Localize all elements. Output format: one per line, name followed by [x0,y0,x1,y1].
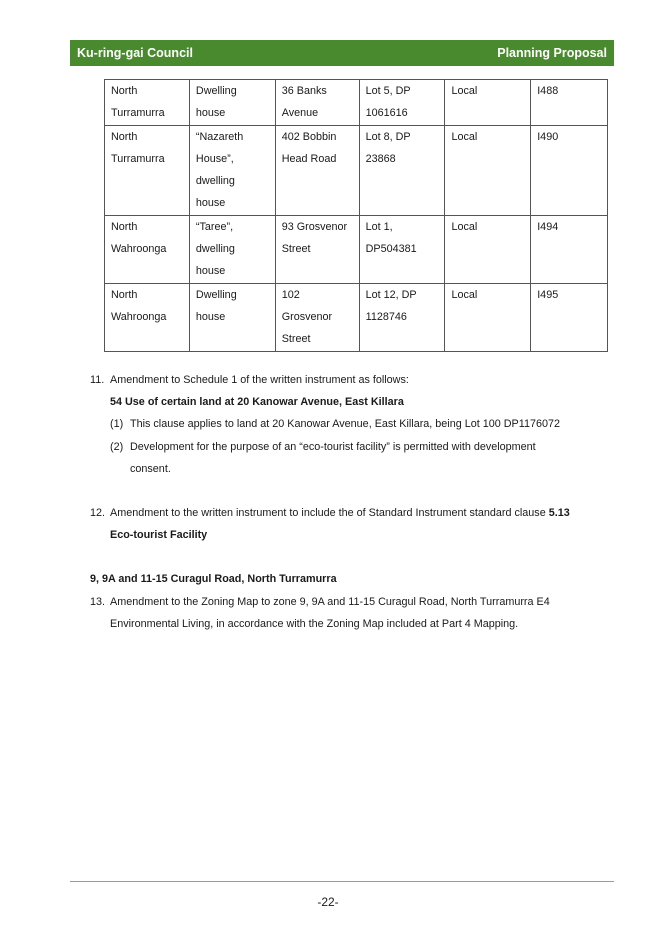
table-cell-address [275,215,359,283]
cell-line: 93 Grosvenor [281,220,348,233]
table-row [105,215,608,283]
cell-line: Wahroonga [111,310,167,323]
cell-line: North [111,220,138,233]
table-cell-significance [445,125,531,215]
table-cell-address [275,80,359,126]
table-cell-property [359,125,445,215]
item-12-number: 12. [90,507,106,519]
header-council-name: Ku-ring-gai Council [77,46,193,60]
table-cell-suburb [105,80,190,126]
item-11-subclause-1-number: (1) [110,418,124,430]
cell-line: 102 [281,288,300,301]
page-number: -22- [317,895,339,909]
cell-line: Local [451,288,478,301]
cell-line: Turramurra [111,107,165,120]
item-11-subclause-2-text: Development for the purpose of an “eco-tourist facility” is permitted with development [130,441,536,453]
cell-line: dwelling [195,175,235,188]
cell-line: Local [451,220,478,233]
cell-line: Avenue [281,107,319,120]
item-11-clause-heading: 54 Use of certain land at 20 Kanowar Avenue, East Killara [110,396,404,408]
table-cell-address [275,283,359,351]
table-cell-property [359,80,445,126]
cell-line: Head Road [281,152,337,165]
cell-line: North [111,85,138,97]
cell-line: I490 [537,130,559,143]
table-cell-number [531,125,608,215]
cell-line: Lot 5, DP [365,85,411,97]
cell-line: I494 [537,220,559,233]
table-cell-item [189,125,275,215]
item-12-clause-number: 5.13 [548,507,570,519]
cell-line: DP504381 [365,243,417,256]
section-heading: 9, 9A and 11-15 Curagul Road, North Turramurra [90,573,337,585]
cell-line: house [195,310,226,323]
item-11-subclause-1-text: This clause applies to land at 20 Kanowar Avenue, East Killara, being Lot 100 DP1176072 [130,418,560,430]
footer-divider [70,881,614,882]
heritage-items-table [104,79,608,352]
item-11-subclause-2-text-cont: consent. [130,463,171,475]
item-13-number: 13. [90,596,106,608]
cell-line: North [111,288,138,301]
item-12-text-main: Amendment to the written instrument to include the of Standard Instrument standard clause [110,507,549,519]
cell-line: I488 [537,85,559,97]
cell-line: 36 Banks [281,85,327,97]
cell-line: “Nazareth [195,130,244,143]
header-document-title: Planning Proposal [497,46,607,60]
table-cell-suburb [105,283,190,351]
item-12-text [110,502,570,524]
table-cell-item [189,215,275,283]
table-cell-significance [445,80,531,126]
cell-line: Lot 1, [365,220,393,233]
cell-line: I495 [537,288,559,301]
cell-line: 1128746 [365,310,407,323]
table-cell-address [275,125,359,215]
table-cell-number [531,283,608,351]
cell-line: house [195,107,226,120]
table-cell-item [189,80,275,126]
item-12-clause-name: Eco-tourist Facility [110,529,208,541]
table-cell-significance [445,283,531,351]
table-row [105,283,608,351]
table-cell-number [531,215,608,283]
page-header [70,40,614,66]
cell-line: Turramurra [111,152,165,165]
table-cell-suburb [105,215,190,283]
cell-line: Grosvenor [281,310,333,323]
cell-line: Wahroonga [111,243,167,256]
cell-line: 1061616 [365,107,408,120]
cell-line: House”, [195,152,234,165]
cell-line: Local [451,130,478,143]
table-cell-number [531,80,608,126]
cell-line: Lot 12, DP [365,288,417,301]
cell-line: 402 Bobbin [281,130,337,143]
table-cell-property [359,215,445,283]
item-11-subclause-2-number: (2) [110,441,124,453]
item-11-text: Amendment to Schedule 1 of the written instrument as follows: [110,374,409,386]
cell-line: Street [281,333,311,346]
table-cell-item [189,283,275,351]
cell-line: house [195,265,226,278]
table-cell-property [359,283,445,351]
table-cell-significance [445,215,531,283]
cell-line: dwelling [195,243,235,256]
cell-line: Street [281,243,311,256]
cell-line: Local [451,85,478,97]
cell-line: Dwelling [195,85,237,97]
item-11-number: 11. [90,374,105,386]
table-row [105,80,608,126]
cell-line: Lot 8, DP [365,130,411,143]
table-cell-suburb [105,125,190,215]
cell-line: 23868 [365,152,396,165]
cell-line: house [195,197,226,210]
item-13-text: Amendment to the Zoning Map to zone 9, 9A and 11-15 Curagul Road, North Turramurra E4 [110,596,550,608]
cell-line: Dwelling [195,288,237,301]
cell-line: North [111,130,138,143]
item-13-text-cont: Environmental Living, in accordance with the Zoning Map included at Part 4 Mapping. [110,618,519,630]
table-row [105,125,608,215]
cell-line: “Taree”, [195,220,234,233]
